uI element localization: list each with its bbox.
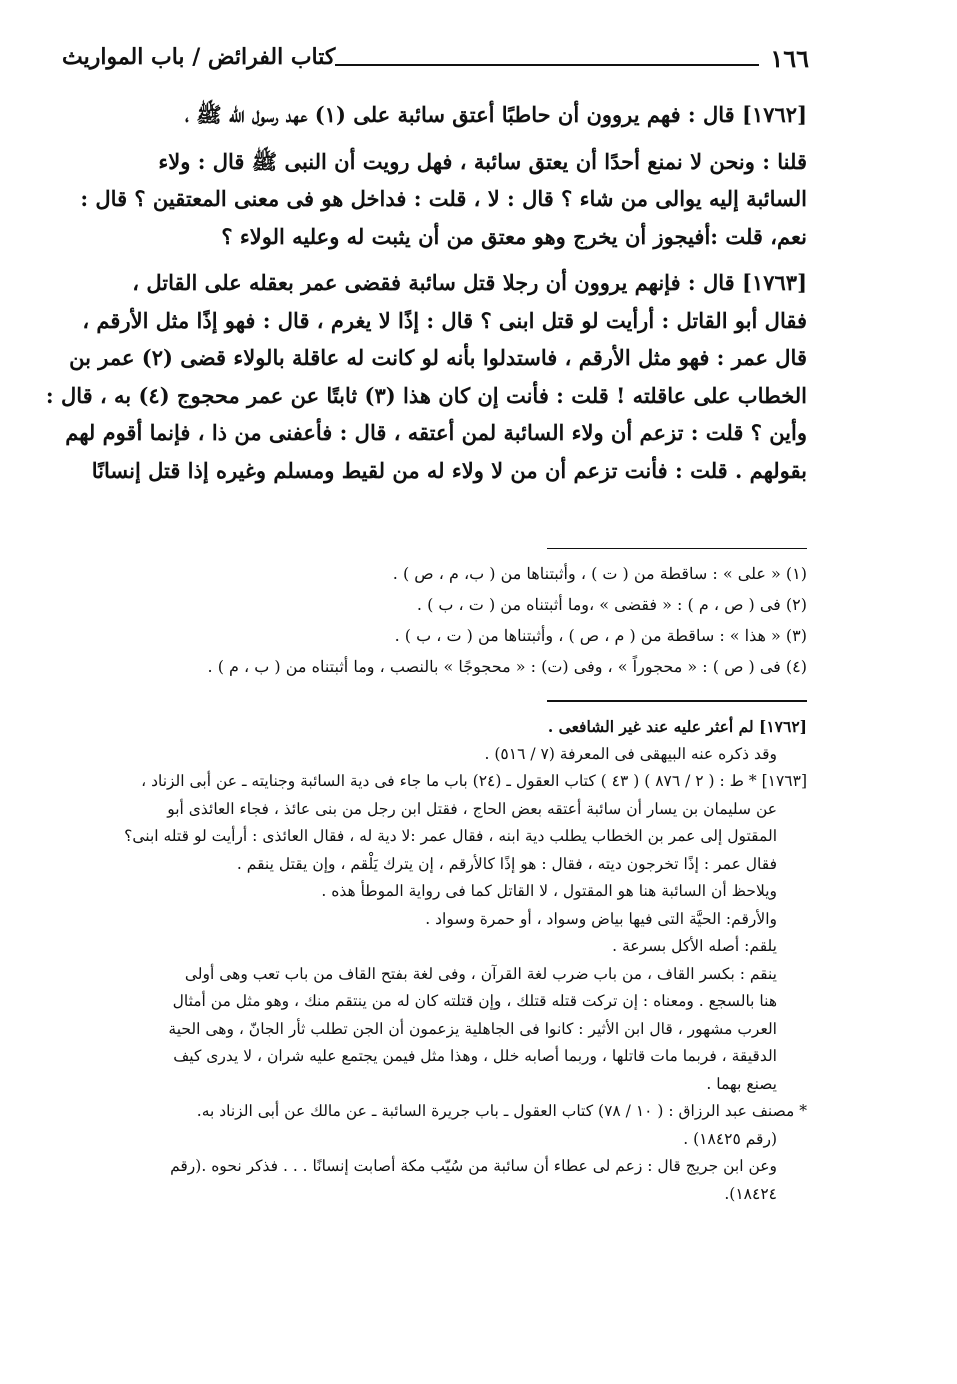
source-line: ١٨٤٢٤). <box>724 1184 777 1203</box>
source-line: الدقيقة ، فربما مات قاتلها ، وربما أصابه خلل ، وهذا مثل فيمن يجتمع عليه شران ، لا يدرى كيف <box>173 1047 777 1065</box>
source-line: ينقم : بكسر القاف ، من باب ضرب لغة القرآن ، وفى لغة بفتح القاف من باب تعب وهى أولى <box>184 964 777 983</box>
source-line: ويلاحظ أن السائبة هنا هو المقتول ، لا القاتل كما فى رواية الموطأ هذه . <box>321 882 777 900</box>
text-line: وأين ؟ قلت : تزعم أن ولاء السائبة لمن أعتقه ، قال : فأعفنى من ذا ، فإنما أقوم لهم <box>65 420 807 445</box>
source-line: المقتول إلى عمر بن الخطاب يطلب دية ابنه ، فقال عمر :لا دية له ، فقال العائذى : أرأيت لو قتله ابنى؟ <box>124 827 777 845</box>
text-line: فقال أبو القاتل : أرأيت لو قتل ابنى ؟ قال : إذًا لا يغرم ، قال : فهو إذًا مثل الأرقم ، <box>82 307 807 333</box>
source-line: يلقم: أصله الأكل بسرعة . <box>612 937 777 955</box>
text-line: نعم، قلت :أفيجوز أن يخرج وهو معتق من أن يثبت له وعليه الولاء ؟ <box>221 223 807 249</box>
footnotes <box>150 558 807 682</box>
page-number: ١٦٦ <box>770 44 809 73</box>
footnote-1: (١) « على » : ساقطة من ( ت ) ، وأثبتناها من ( ب، م ، ص ) . <box>392 564 807 583</box>
paragraph-1762 <box>150 96 807 134</box>
source-line: * مصنف عبد الرزاق : ( ١٠ / ٧٨) كتاب العقول ـ باب جريرة السائبة ـ عن مالك عن أبى الزناد به. <box>196 1102 807 1120</box>
text-line: قال عمر : فهو مثل الأرقم ، فاستدلوا بأنه لو كانت له عاقلة بالولاء قضى (٢) عمر بن <box>69 345 807 370</box>
source-line: (رقم ١٨٤٢٥) . <box>683 1129 777 1148</box>
footnote-3: (٣) « هذا » : ساقطة من ( م ، ص ) ، وأثبتناها من ( ت ، ب ) . <box>394 626 807 645</box>
paragraph-1763 <box>45 264 807 489</box>
source-line: فقال عمر : إذًا تخرجون ديته ، فقال : هو إذًا كالأرقم ، إن يترك يَلْقم ، وإن يقتل ينقم . <box>236 854 777 873</box>
source-line: وعن ابن جريج قال : زعم لى عطاء أن سائبة من سُيّب مكة أصابت إنسانًا . . . فذكر نحوه .(رقم <box>170 1157 777 1175</box>
text-line: بقولهم . قلت : فأنت تزعم أن من لا ولاء له من لقيط ومسلم وغيره إذا قتل إنسانًا <box>91 457 807 483</box>
source-line: والأرقم: الحيَّة التى فيها بياض وسواد ، أو حمرة وسواد . <box>425 909 777 928</box>
source-notes <box>124 713 807 1208</box>
source-line: عن سليمان بن يسار أن سائبة أعتقه بعض الحاج ، فقتل ابن رجل من بنى عائذ ، فجاء العائذى أبو <box>167 799 777 818</box>
source-line: يصنع بهما . <box>706 1074 777 1093</box>
source-1763-heading: [١٧٦٣] * ط : ( ٢ / ٨٧٦ ) ( ٤٣ ) كتاب العقول ـ (٢٤) باب ما جاء فى دية السائبة وجنايته ـ عن أبى الزناد ، <box>141 772 807 790</box>
source-line: هنا بالسجع . ومعناه : إن تركت قتله قتلك ، وإن قتلته كان له من ينتقم منك ، وهو مثل من أمثال <box>172 992 777 1010</box>
running-title: كتاب الفرائض / باب المواريث <box>62 44 336 70</box>
header-rule <box>335 64 759 66</box>
footnote-2: (٢) فى ( ص ، م ) : « فقضى » ،وما أثبتناه من ( ت ، ب ) . <box>416 595 807 614</box>
source-1762-heading: [١٧٦٢] لم أعثر عليه عند غير الشافعى . <box>547 717 807 736</box>
text-line: قلنا : ونحن لا نمنع أحدًا أن يعتق سائبة ، فهل رويت أن النبى ﷺ قال : ولاء <box>158 148 807 174</box>
source-line: وقد ذكره عنه البيهقى فى المعرفة (٧ / ٥١٦) . <box>484 744 777 763</box>
paragraph-reply <box>80 143 807 256</box>
text-line: [١٧٦٢] قال : فهم يروون أن حاطبًا أعتق سائبة على (١) عهد رسول الله ﷺ ، <box>184 102 807 127</box>
text-line: الخطاب على عاقلته ! قلت : فأنت إن كان هذا (٣) ثابتًا عن عمر محجوج (٤) به ، قال : <box>45 382 807 408</box>
text-line: [١٧٦٣] قال : فإنهم يروون أن رجلا قتل سائبة فقضى عمر بعقله على القاتل ، <box>132 270 807 295</box>
footnote-rule <box>547 548 807 549</box>
sources-rule <box>547 700 807 702</box>
source-line: العرب مشهور ، قال ابن الأثير : كانوا فى الجاهلية يزعمون أن الجن تطلب ثأر الجانّ ، وهى الحية <box>168 1019 777 1038</box>
footnote-4: (٤) فى ( ص ) : « محجوراً » ، وفى (ت) : « محجوجًا » بالنصب ، وما أثبتناه من ( ب ، م ) . <box>207 657 807 676</box>
main-text <box>45 96 807 498</box>
text-line: السائبة إليه يوالى من شاء ؟ قال : لا ، قلت : فداخل هو فى معنى المعتقين ؟ قال : <box>80 186 807 211</box>
